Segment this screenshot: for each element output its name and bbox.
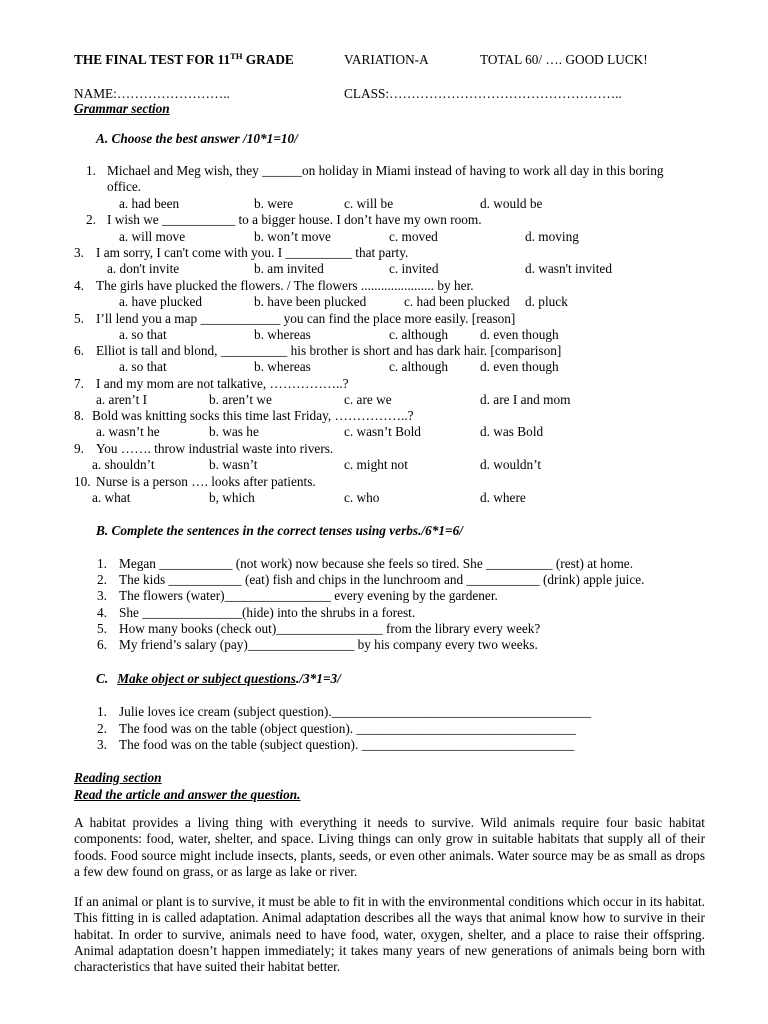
question-item: Julie loves ice cream (subject question)._______________________________________ [119,704,591,719]
question-item: The food was on the table (object question). _________________________________ [119,720,576,736]
item-number: 2. [97,720,107,736]
answer-option: d. moving [525,229,579,244]
answer-option: a. have plucked [119,294,203,309]
item-number: 3. [97,588,107,604]
answer-option: b. have been plucked [254,294,367,309]
answer-option: d. wasn't invited [525,261,612,276]
question-number: 8. [74,408,84,423]
reading-instruction: Read the article and answer the question. [74,787,301,802]
answer-option: d. was Bold [480,424,544,439]
question-item: The food was on the table (subject question). ________________________________ [119,737,575,752]
sentence-item: Megan ___________ (not work) now because she feels so tired. She __________ (rest) at home. [119,556,634,571]
answer-option: b. won’t move [254,229,331,244]
name-field: NAME:…………………….. [74,86,230,101]
question-text: I’ll lend you a map ____________ you can find the place more easily. [reason] [96,311,516,326]
answer-option: d. even though [480,359,559,374]
answer-option: b. whereas [254,359,311,374]
answer-option: a. will move [119,229,186,244]
question-number: 1. [86,163,96,178]
question-number: 5. [74,311,84,326]
question-text: I am sorry, I can't come with you. I __________ that party. [96,245,409,260]
question-text: You ……. throw industrial waste into rivers. [96,441,334,456]
answer-option: a. shouldn’t [92,457,155,472]
section-c-title: C. Make object or subject questions./3*1=3/ [96,671,341,686]
answer-option: a. don't invite [107,261,180,276]
answer-option: a. what [92,490,131,505]
question-text-continued: office. [107,179,142,194]
answer-option: c. will be [344,196,394,211]
answer-option: b. am invited [254,261,324,276]
answer-option: d. even though [480,327,559,342]
question-text: Michael and Meg wish, they ______on holiday in Miami instead of having to work all day in this boring [107,163,664,178]
answer-option: c. wasn’t Bold [344,424,421,439]
grammar-section-heading: Grammar section [74,101,170,116]
answer-option: d. would be [480,196,543,211]
variation-label: VARIATION-A [344,52,429,67]
question-text: Bold was knitting socks this time last Friday, ……………..? [92,408,414,423]
answer-option: b. whereas [254,327,311,342]
reading-section-heading: Reading section [74,770,162,785]
section-a-title: A. Choose the best answer /10*1=10/ [96,131,298,146]
item-number: 5. [97,620,107,636]
item-number: 1. [97,556,107,571]
item-number: 1. [97,704,107,719]
answer-option: c. although [389,327,449,342]
answer-option: b, which [209,490,255,505]
answer-option: b. aren’t we [209,392,272,407]
reading-paragraph-1: A habitat provides a living thing with everything it needs to survive. Wild animals require four basic habitat components: food, water, shelter, and space. Living things can only grow in suitable habitats that supply all of their foods. Food source might include insects, plants, seeds, or even other animals. Water source may be as small as drops a few dew found on grass, or as large as lake or river. [74,815,705,879]
answer-option: c. although [389,359,449,374]
sentence-item: She _______________(hide) into the shrubs in a forest. [119,604,416,620]
test-title: THE FINAL TEST FOR 11TH GRADE [74,51,294,67]
item-number: 3. [97,737,107,752]
answer-option: d. wouldn’t [480,457,542,472]
question-number: 4. [74,278,84,293]
question-text: Nurse is a person …. looks after patients. [96,474,316,489]
reading-paragraph-2: If an animal or plant is to survive, it must be able to fit in with the environmental conditions which occur in its habitat. This fitting in is called adaptation. Animal adaptation describes all the ways that animal know how to survive in their habitat. In order to survive, animals need to have food, water, oxygen, shelter, and a place to raise their offspring. Animal adaptation doesn’t happen immediately; it takes many years of new generations of animals being born with characteristics that have suited their habitat better. [74,894,705,975]
answer-option: d. pluck [525,294,568,309]
answer-option: c. had been plucked [404,294,510,309]
item-number: 2. [97,572,107,588]
section-b-title: B. Complete the sentences in the correct tenses using verbs./6*1=6/ [96,523,463,538]
answer-option: d. where [480,490,526,505]
total-score-label: TOTAL 60/ …. GOOD LUCK! [480,52,648,67]
item-number: 4. [97,604,107,620]
question-number: 2. [86,212,96,227]
answer-option: c. invited [389,261,439,276]
question-text: The girls have plucked the flowers. / The flowers ...................... by her. [96,278,474,293]
question-number: 7. [74,376,84,391]
answer-option: a. so that [119,359,167,374]
question-number: 10. [74,474,91,489]
answer-option: c. who [344,490,380,505]
question-number: 3. [74,245,84,260]
question-text: I and my mom are not talkative, ……………..? [96,376,349,391]
answer-option: b. wasn’t [209,457,258,472]
answer-option: d. are I and mom [480,392,571,407]
answer-option: c. are we [344,392,392,407]
question-number: 6. [74,343,84,358]
answer-option: c. moved [389,229,438,244]
answer-option: a. had been [119,196,180,211]
answer-option: a. wasn’t he [96,424,160,439]
sentence-item: My friend’s salary (pay)________________ by his company every two weeks. [119,637,538,652]
answer-option: c. might not [344,457,408,472]
sentence-item: How many books (check out)________________ from the library every week? [119,620,541,636]
sentence-item: The flowers (water)________________ every evening by the gardener. [119,588,498,604]
question-text: I wish we ___________ to a bigger house. I don’t have my own room. [107,212,482,227]
answer-option: b. was he [209,424,259,439]
question-number: 9. [74,441,84,456]
item-number: 6. [97,637,107,652]
answer-option: b. were [254,196,294,211]
question-text: Elliot is tall and blond, __________ his brother is short and has dark hair. [comparison] [96,343,562,358]
class-field: CLASS:…………………………………………….. [344,86,622,101]
sentence-item: The kids ___________ (eat) fish and chips in the lunchroom and ___________ (drink) apple juice. [119,572,645,588]
answer-option: a. so that [119,327,167,342]
answer-option: a. aren’t I [96,392,148,407]
